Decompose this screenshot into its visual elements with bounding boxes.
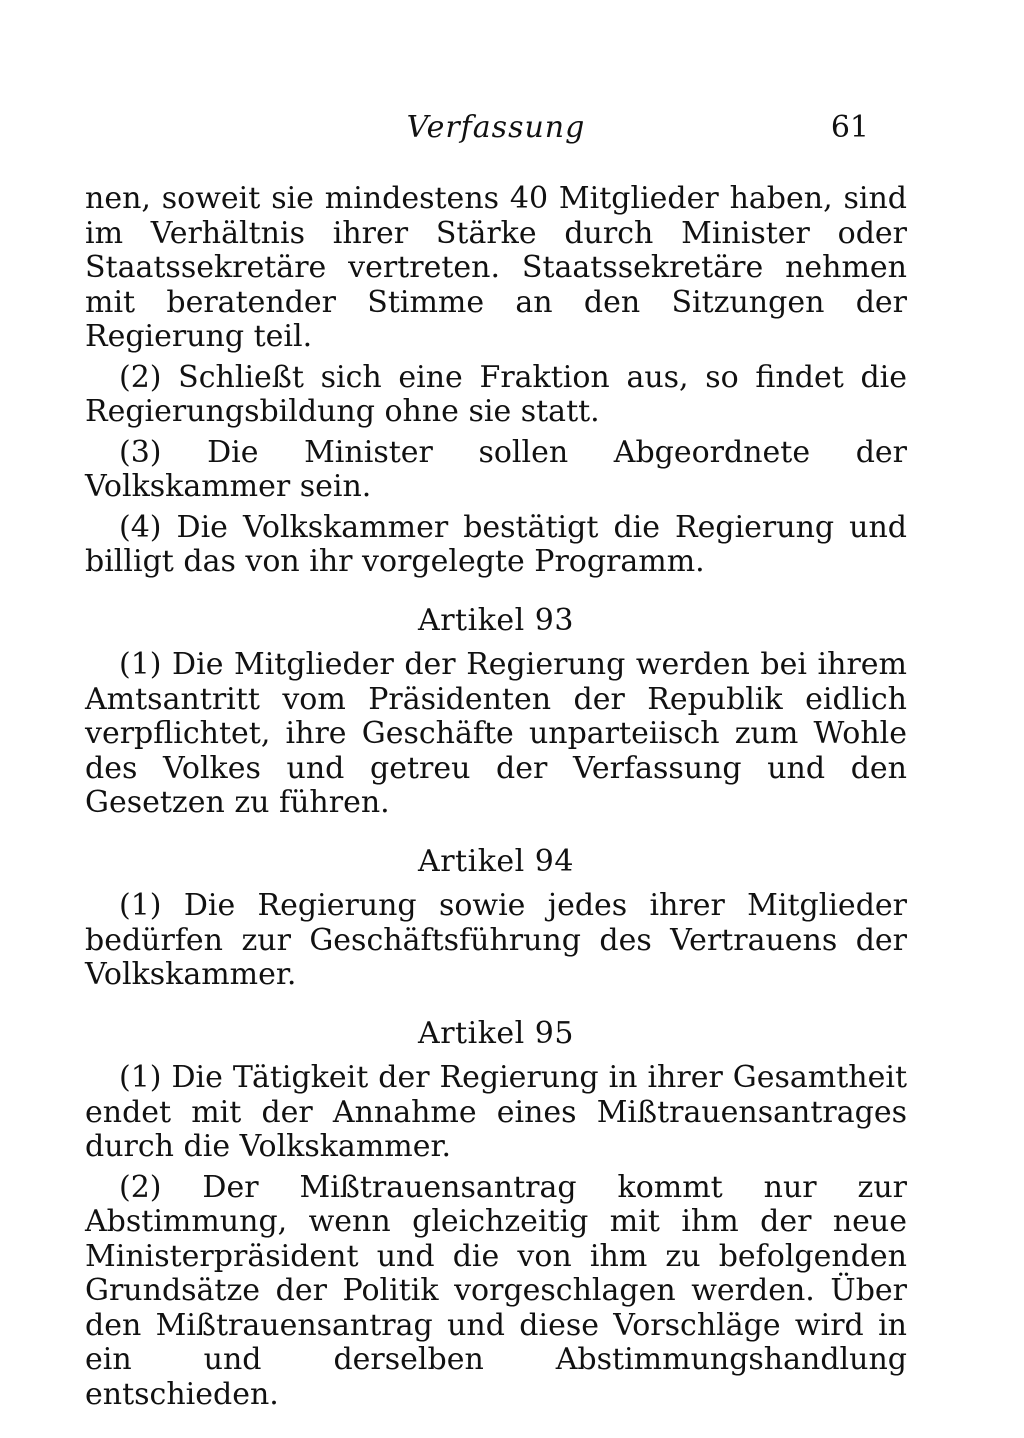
article-paragraph: (1) Die Mitglieder der Regierung werden bei ihrem Amtsantritt vom Präsidenten der Republik eidlich verpflichtet, ihre Geschäfte unparteiisch zum Wohle des Volkes und getreu der Verfassung und den Gesetzen zu führen. — [85, 647, 907, 820]
article-paragraph: (1) Die Regierung sowie jedes ihrer Mitglieder bedürfen zur Geschäftsführung des Vertrauens der Volkskammer. — [85, 888, 907, 992]
article-heading: Artikel 93 — [418, 602, 574, 638]
running-title: Verfassung — [406, 110, 586, 145]
article-95 — [85, 1017, 907, 1413]
article-paragraph: (1) Die Tätigkeit der Regierung in ihrer Gesamtheit endet mit der Annahme eines Mißtrauensantrages durch die Volkskammer. — [85, 1060, 907, 1164]
running-header — [85, 110, 907, 158]
page-number: 61 — [830, 110, 869, 145]
paragraph-2: (2) Schließt sich eine Fraktion aus, so findet die Regierungsbildung ohne sie statt. — [85, 359, 907, 429]
article-heading: Artikel 95 — [418, 1015, 574, 1051]
article-heading: Artikel 94 — [418, 843, 574, 879]
paragraph-4: (4) Die Volkskammer bestätigt die Regierung und billigt das von ihr vorgelegte Programm. — [85, 509, 907, 579]
article-94 — [85, 845, 907, 993]
article-93 — [85, 604, 907, 821]
paragraph-3: (3) Die Minister sollen Abgeordnete der Volkskammer sein. — [85, 434, 907, 504]
article-paragraph: (2) Der Mißtrauensantrag kommt nur zur Abstimmung, wenn gleichzeitig mit ihm der neue Ministerpräsident und die von ihm zu befolgenden Grundsätze der Politik vorgeschlagen werden. Über den Mißtrauensantrag und diese Vorschläge wird in ein und derselben Abstimmungshandlung entschieden. — [85, 1169, 907, 1412]
body-text — [85, 182, 907, 1412]
document-page — [85, 110, 907, 1412]
continued-paragraph: nen, soweit sie mindestens 40 Mitglieder haben, sind im Verhältnis ihrer Stärke durch Minister oder Staatssekretäre vertreten. Staatssekretäre nehmen mit beratender Stimme an den Sitzungen der Regierung teil. — [85, 181, 907, 354]
